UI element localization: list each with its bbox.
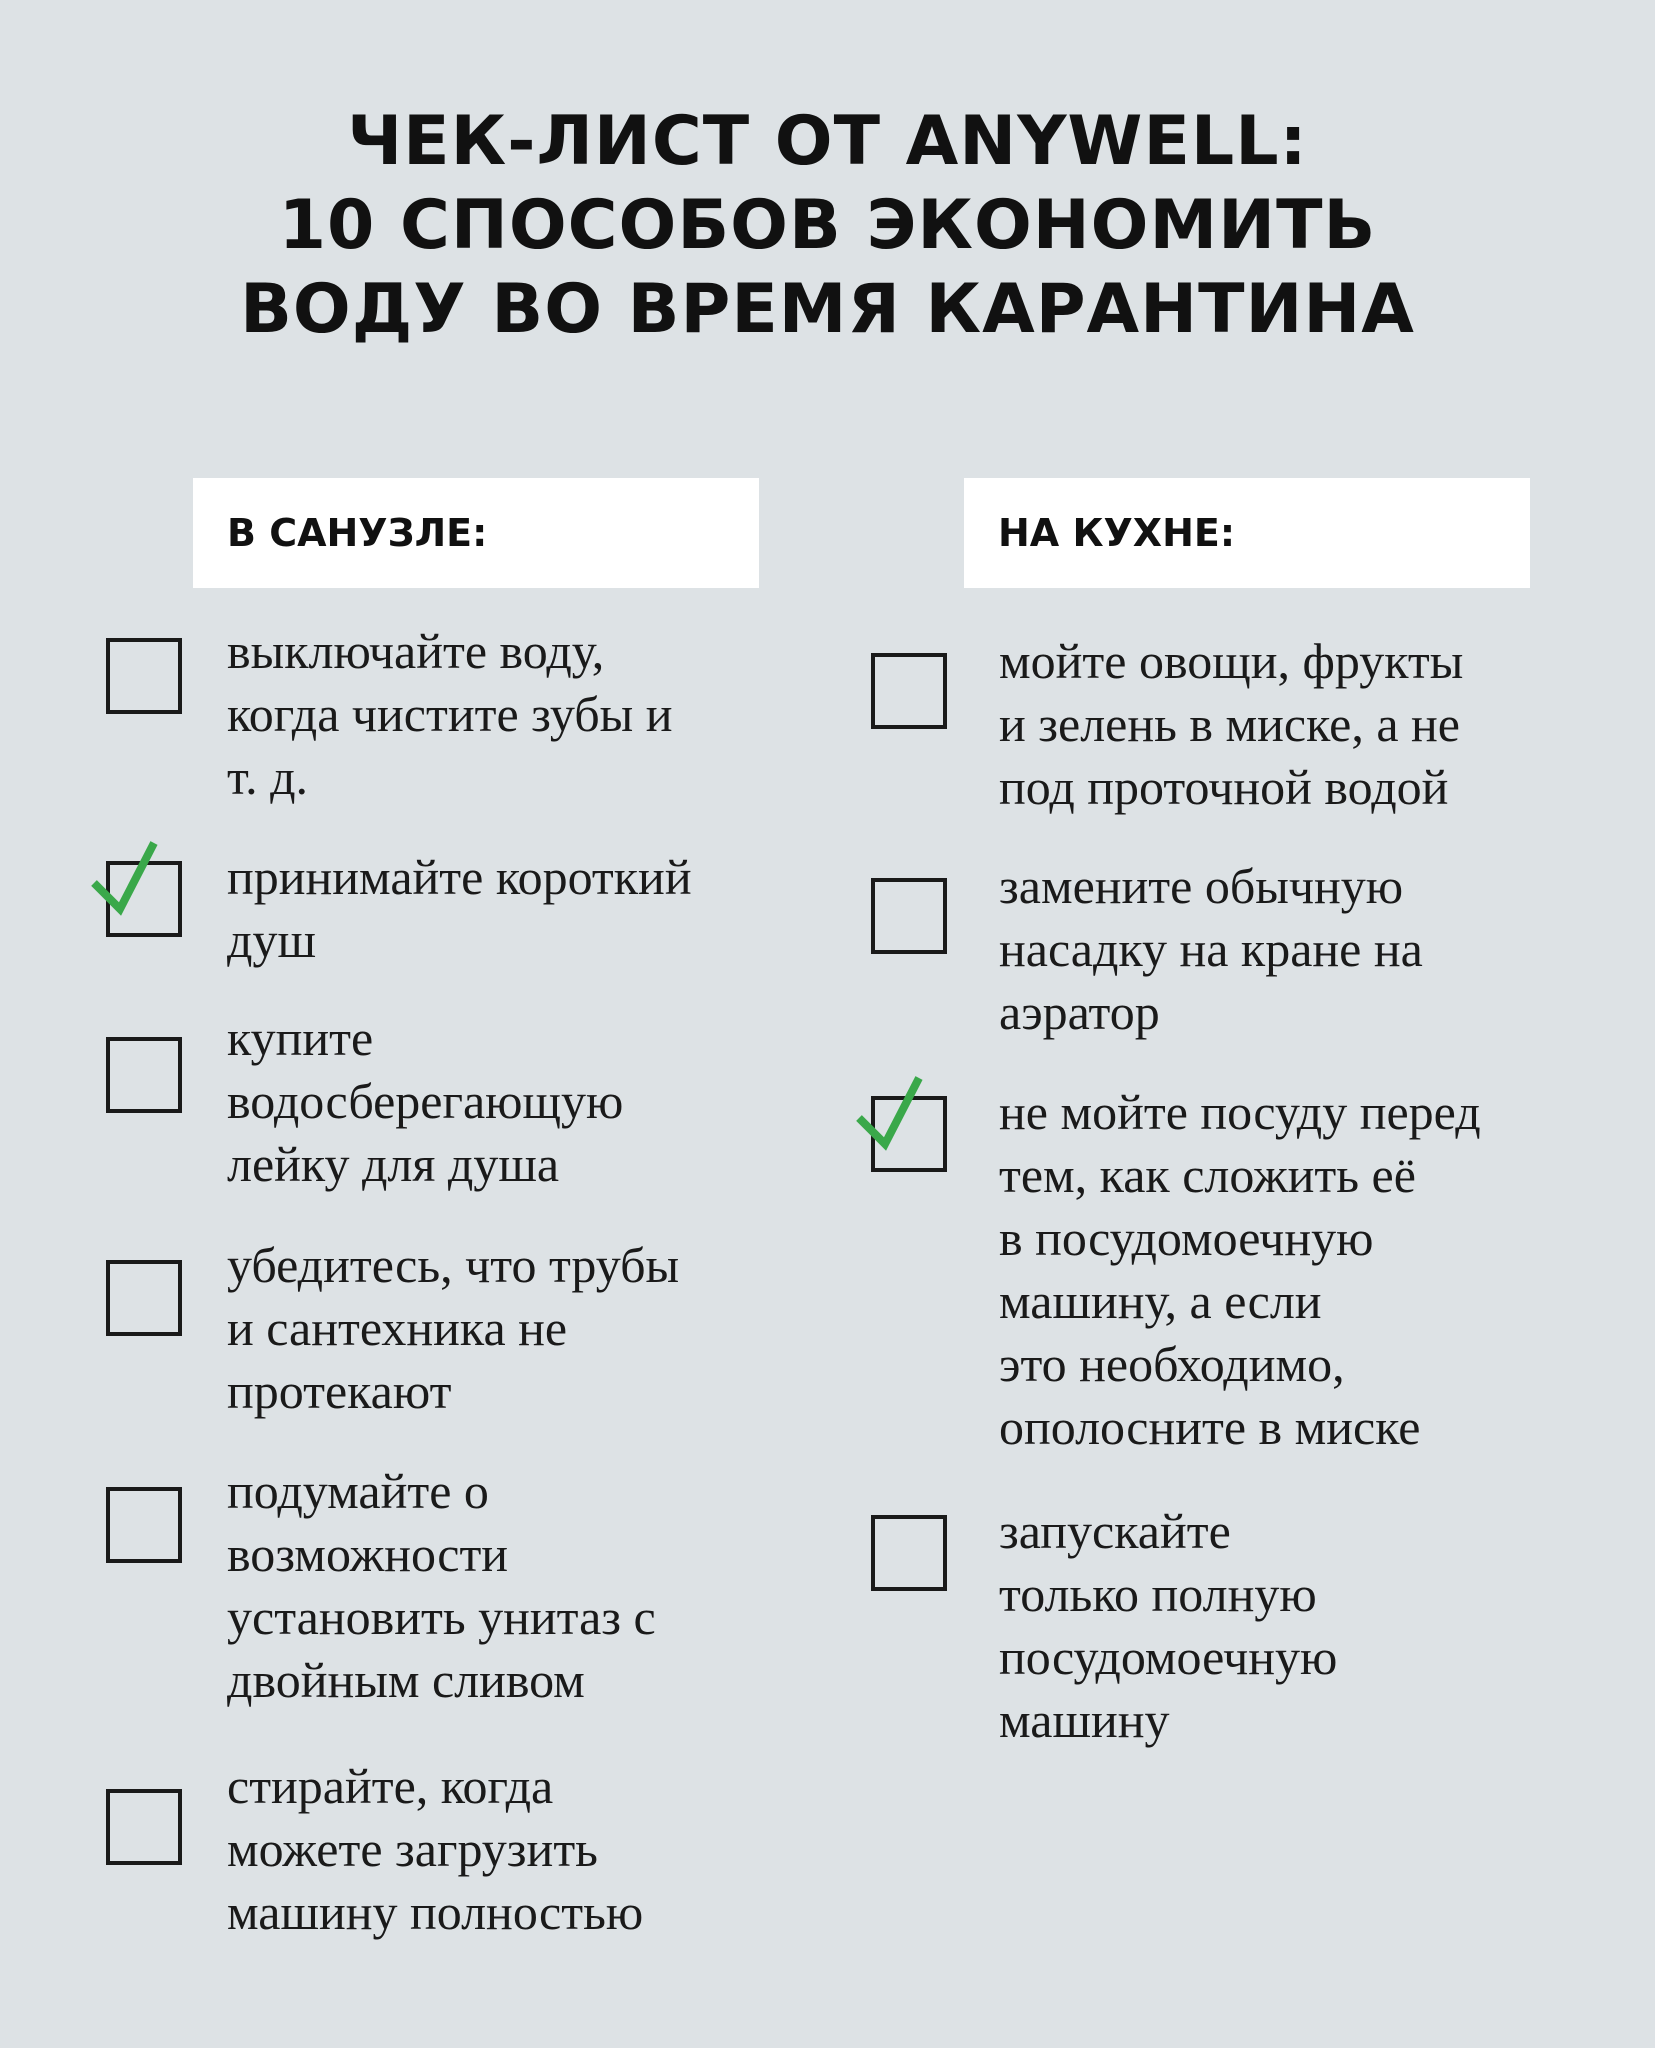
- checklist-item-text: [999, 855, 1423, 1044]
- checkbox[interactable]: [106, 1037, 182, 1113]
- checklist-item-text: [227, 846, 692, 972]
- checkbox[interactable]: [106, 1789, 182, 1865]
- item-text-line: в посудомоечную: [999, 1210, 1374, 1266]
- checklist-item-text: [227, 1460, 656, 1712]
- checkmark-icon: [855, 1072, 935, 1162]
- checklist-item-text: [227, 1234, 679, 1423]
- item-text-line: подумайте о: [227, 1463, 489, 1519]
- item-text-line: возможности: [227, 1526, 509, 1582]
- item-text-line: машину полностью: [227, 1884, 644, 1940]
- item-text-line: это необходимо,: [999, 1336, 1345, 1392]
- checkbox[interactable]: [106, 638, 182, 714]
- item-text-line: аэратор: [999, 984, 1160, 1040]
- checkbox[interactable]: [871, 653, 947, 729]
- item-text-line: водосберегающую: [227, 1073, 624, 1129]
- title-line-3: ВОДУ ВО ВРЕМЯ КАРАНТИНА: [240, 270, 1415, 349]
- title-line-1: ЧЕК-ЛИСТ ОТ ANYWELL:: [347, 102, 1308, 181]
- checkbox[interactable]: [106, 1487, 182, 1563]
- checklist-item-text: [999, 1081, 1481, 1459]
- item-text-line: посудомоечную: [999, 1629, 1338, 1685]
- item-text-line: можете загрузить: [227, 1821, 598, 1877]
- item-text-line: машину: [999, 1692, 1170, 1748]
- item-text-line: когда чистите зубы и: [227, 686, 673, 742]
- bathroom-header: В САНУЗЛЕ:: [193, 478, 759, 588]
- item-text-line: душ: [227, 912, 316, 968]
- kitchen-header: НА КУХНЕ:: [964, 478, 1530, 588]
- item-text-line: запускайте: [999, 1503, 1231, 1559]
- item-text-line: только полную: [999, 1566, 1317, 1622]
- item-text-line: замените обычную: [999, 858, 1404, 914]
- checkmark-icon: [90, 837, 170, 927]
- item-text-line: выключайте воду,: [227, 623, 605, 679]
- item-text-line: лейку для душа: [227, 1136, 560, 1192]
- item-text-line: купите: [227, 1010, 374, 1066]
- item-text-line: ополосните в миске: [999, 1399, 1421, 1455]
- checklist-item-text: [227, 1755, 643, 1944]
- checkbox[interactable]: [871, 878, 947, 954]
- item-text-line: и зелень в миске, а не: [999, 696, 1460, 752]
- page-title: [0, 100, 1655, 352]
- item-text-line: под проточной водой: [999, 759, 1449, 815]
- item-text-line: т. д.: [227, 749, 309, 805]
- item-text-line: убедитесь, что трубы: [227, 1237, 680, 1293]
- checklist-item-text: [227, 620, 672, 809]
- checklist-item-text: [999, 630, 1463, 819]
- checklist-item-text: [227, 1007, 623, 1196]
- item-text-line: двойным сливом: [227, 1652, 585, 1708]
- item-text-line: стирайте, когда: [227, 1758, 554, 1814]
- item-text-line: и сантехника не: [227, 1300, 568, 1356]
- item-text-line: протекают: [227, 1363, 452, 1419]
- item-text-line: машину, а если: [999, 1273, 1322, 1329]
- title-line-2: 10 СПОСОБОВ ЭКОНОМИТЬ: [278, 186, 1377, 265]
- item-text-line: насадку на кране на: [999, 921, 1423, 977]
- item-text-line: тем, как сложить её: [999, 1147, 1416, 1203]
- checklist-item-text: [999, 1500, 1337, 1752]
- checkbox[interactable]: [871, 1515, 947, 1591]
- item-text-line: установить унитаз с: [227, 1589, 656, 1645]
- item-text-line: принимайте короткий: [227, 849, 692, 905]
- item-text-line: не мойте посуду перед: [999, 1084, 1481, 1140]
- item-text-line: мойте овощи, фрукты: [999, 633, 1464, 689]
- checkbox[interactable]: [106, 1260, 182, 1336]
